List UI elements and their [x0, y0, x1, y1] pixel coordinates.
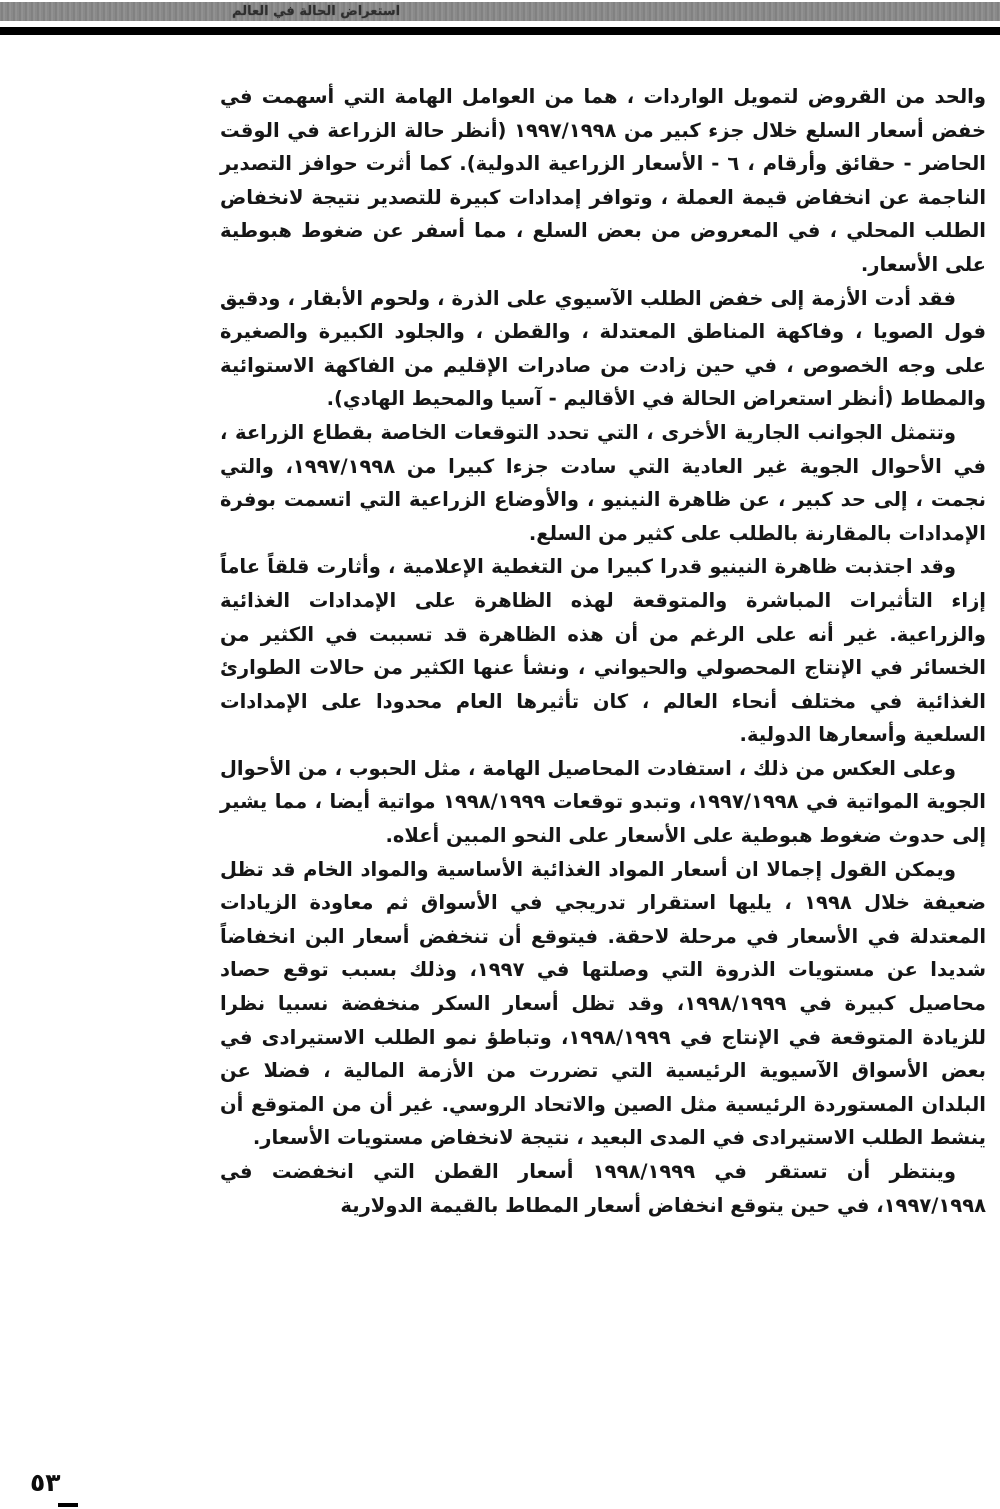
- paragraph: والحد من القروض لتمويل الواردات ، هما من العوامل الهامة التي أسهمت في خفض أسعار السلع خلال جزء كبير من ١٩٩٧/١٩٩٨ (أنظر حالة الزراعة في الوقت الحاضر - حقائق وأرقام ، ٦ - الأسعار الزراعية الدولية). كما أثرت حوافز التصدير الناجمة عن انخفاض قيمة العملة ، وتوافر إمدادات كبيرة للتصدير نتيجة لانخفاض الطلب المحلي ، في المعروض من بعض السلع ، مما أسفر عن ضغوط هبوطية على الأسعار.: [220, 85, 987, 276]
- paragraph: وقد اجتذبت ظاهرة النينيو قدرا كبيرا من التغطية الإعلامية ، وأثارت قلقاً عاماً إزاء التأثيرات المباشرة والمتوقعة لهذه الظاهرة على الإمدادات الغذائية والزراعية. غير أنه على الرغم من أن هذه الظاهرة قد تسببت في الكثير من الخسائر في الإنتاج المحصولي والحيواني ، ونشأ عنها الكثير من حالات الطوارئ الغذائية في مختلف أنحاء العالم ، كان تأثيرها العام محدودا على الإمدادات السلعية وأسعارها الدولية.: [220, 555, 986, 747]
- header-divider-rule: [0, 27, 1000, 35]
- running-header-bar: [0, 2, 1000, 21]
- scan-edge-artifact: [58, 1503, 78, 1507]
- paragraph: فقد أدت الأزمة إلى خفض الطلب الآسيوي على الذرة ، ولحوم الأبقار ، ودقيق فول الصويا ، وفاكهة المناطق المعتدلة ، والقطن ، والجلود الكبيرة والصغيرة على وجه الخصوص ، في حين زادت من صادرات الإقليم من الفاكهة الاستوائية والمطاط (أنظر استعراض الحالة في الأقاليم - آسيا والمحيط الهادي).: [220, 286, 986, 411]
- paragraph: وتتمثل الجوانب الجارية الأخرى ، التي تحدد التوقعات الخاصة بقطاع الزراعة ، في الأحوال الجوية غير العادية التي سادت جزءا كبيرا من ١٩٩٧/١٩٩٨، والتي نجمت ، إلى حد كبير ، عن ظاهرة النينيو ، والأوضاع الزراعية التي اتسمت بوفرة الإمدادات بالمقارنة بالطلب على كثير من السلع.: [220, 420, 987, 545]
- body-text-column: [220, 80, 986, 1222]
- page-number: ٥٣: [30, 1468, 61, 1497]
- paragraph: ويمكن القول إجمالا ان أسعار المواد الغذائية الأساسية والمواد الخام قد تظل ضعيفة خلال ١٩٩٨ ، يليها استقرار تدريجي في الأسواق ثم معاودة الزيادات المعتدلة في الأسعار في مرحلة لاحقة. فيتوقع أن تنخفض أسعار البن انخفاضاً شديدا عن مستويات الذروة التي وصلتها في ١٩٩٧، وذلك بسبب توقع حصاد محاصيل كبيرة في ١٩٩٨/١٩٩٩، وقد تظل أسعار السكر منخفضة نسبيا نظرا للزيادة المتوقعة في الإنتاج في ١٩٩٨/١٩٩٩، وتباطؤ نمو الطلب الاستيرادى في بعض الأسواق الآسيوية الرئيسية التي تضررت من الأزمة المالية ، فضلا عن البلدان المستوردة الرئيسية مثل الصين والاتحاد الروسي. غير أن من المتوقع أن ينشط الطلب الاستيرادى في المدى البعيد ، نتيجة لانخفاض مستويات الأسعار.: [220, 857, 987, 1150]
- paragraph: وعلى العكس من ذلك ، استفادت المحاصيل الهامة ، مثل الحبوب ، من الأحوال الجوية المواتية في ١٩٩٧/١٩٩٨، وتبدو توقعات ١٩٩٨/١٩٩٩ مواتية أيضا ، مما يشير إلى حدوث ضغوط هبوطية على الأسعار على النحو المبين أعلاه.: [220, 756, 986, 848]
- running-header-title: استعراض الحالة في العالم: [232, 4, 401, 19]
- paragraph: وينتظر أن تستقر في ١٩٩٨/١٩٩٩ أسعار القطن التي انخفضت في ١٩٩٧/١٩٩٨، في حين يتوقع انخفاض أسعار المطاط بالقيمة الدولارية: [220, 1160, 986, 1217]
